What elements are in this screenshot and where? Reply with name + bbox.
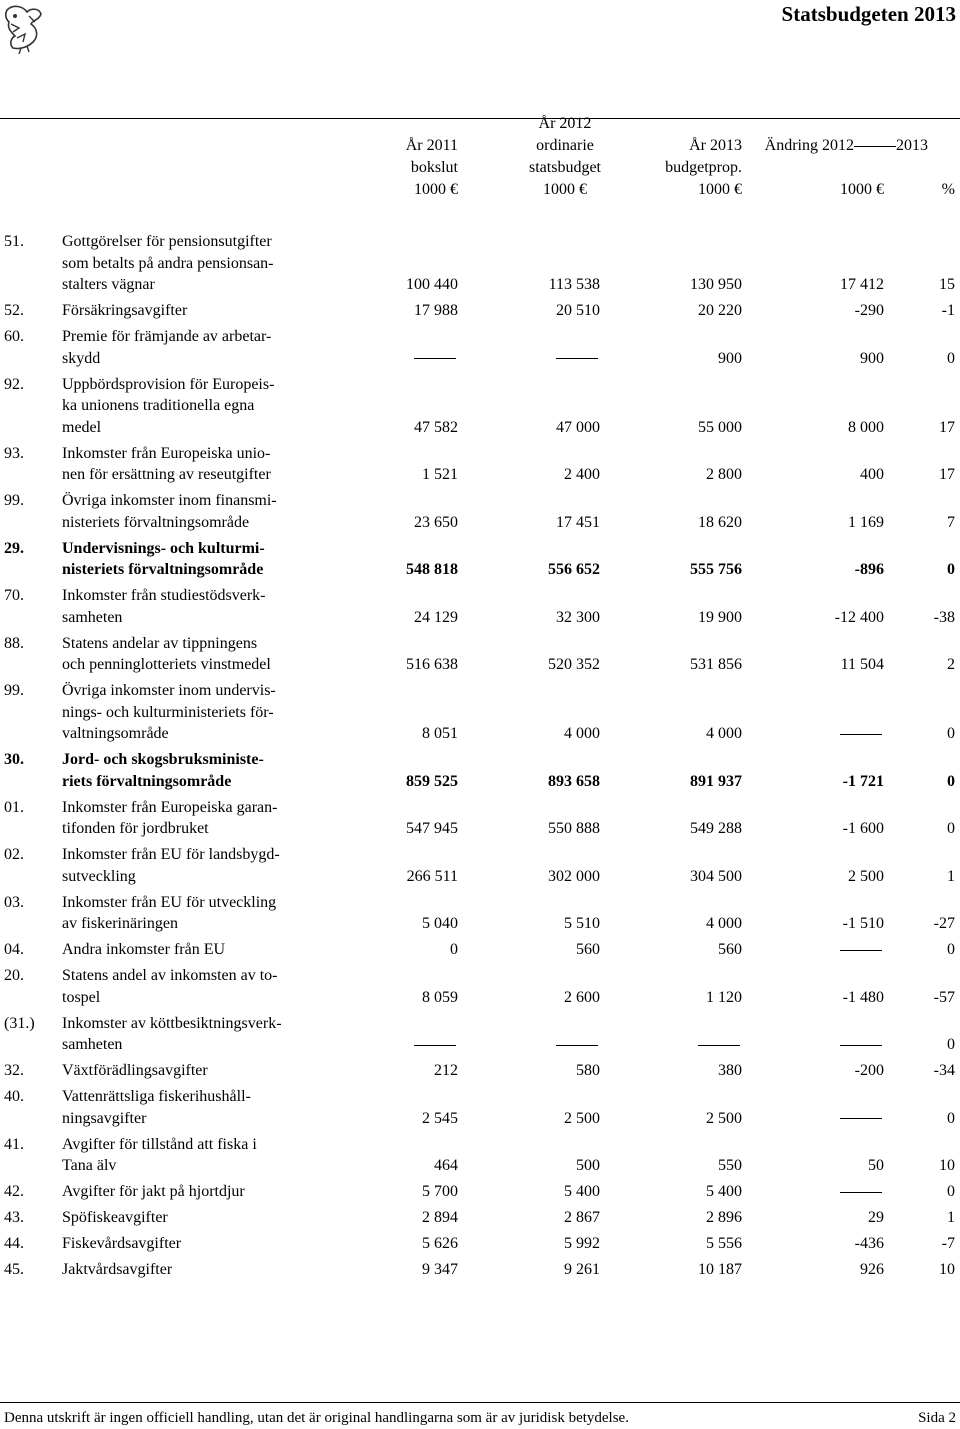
- cell-value: -436: [854, 1234, 884, 1252]
- cell-value: 8 000: [848, 418, 884, 436]
- column-header-line: År 2011: [405, 137, 458, 154]
- cell-value: 0: [947, 1109, 955, 1127]
- cell-value: 17 988: [414, 302, 458, 320]
- row-label: sutveckling: [62, 867, 136, 885]
- cell-value: 1: [947, 867, 955, 885]
- cell-value: 1 120: [706, 988, 742, 1006]
- cell-value: 29: [868, 1208, 884, 1226]
- row-label: Övriga inkomster inom undervis-: [62, 682, 276, 700]
- row-code: 44.: [4, 1234, 24, 1252]
- cell-value: 2 867: [564, 1208, 600, 1226]
- row-code: 03.: [4, 893, 24, 911]
- row-label: Inkomster från Europeiska garan-: [62, 798, 278, 816]
- row-label: Avgifter för tillstånd att fiska i: [62, 1135, 257, 1153]
- column-header-line: bokslut: [410, 159, 458, 176]
- row-code: 88.: [4, 634, 24, 652]
- cell-value: 5 400: [706, 1183, 742, 1200]
- row-code: 30.: [4, 751, 24, 769]
- cell-value: 2 896: [706, 1208, 742, 1226]
- column-header-line: %: [941, 181, 955, 198]
- cell-value: 2 545: [422, 1109, 458, 1127]
- cell-value: 555 756: [690, 561, 742, 579]
- row-label: skydd: [62, 349, 101, 367]
- cell-value: 900: [718, 349, 742, 367]
- column-header-line: År 2012: [538, 115, 592, 132]
- row-label: Andra inkomster från EU: [62, 941, 226, 959]
- row-code: 32.: [4, 1062, 24, 1080]
- row-label: ka unionens traditionella egna: [62, 397, 255, 415]
- cell-value: -200: [854, 1062, 884, 1080]
- cell-value: 10: [939, 1260, 955, 1278]
- cell-value: 113 538: [548, 276, 600, 294]
- cell-value: 100 440: [406, 276, 458, 294]
- dash-mark: [840, 1192, 882, 1193]
- cell-value: 2 500: [706, 1109, 742, 1127]
- row-code: 04.: [4, 941, 24, 959]
- dash-mark: [840, 950, 882, 951]
- cell-value: 0: [947, 1036, 955, 1054]
- row-label: Uppbördsprovision för Europeis-: [62, 375, 275, 393]
- cell-value: 859 525: [406, 772, 458, 790]
- row-code: 42.: [4, 1183, 24, 1200]
- dash-value: [838, 723, 884, 745]
- row-label: stalters vägnar: [62, 276, 155, 294]
- cell-value: 926: [860, 1260, 884, 1278]
- column-header-line: statsbudget: [529, 159, 601, 176]
- cell-value: 8 059: [422, 988, 458, 1006]
- cell-value: 464: [434, 1157, 458, 1175]
- cell-value: 580: [576, 1062, 600, 1080]
- row-label: nings- och kulturministeriets för-: [62, 703, 274, 721]
- cell-value: 5 510: [564, 915, 600, 933]
- row-label: samheten: [62, 1036, 123, 1054]
- cell-value: -1 721: [842, 772, 884, 790]
- cell-value: 32 300: [556, 608, 600, 626]
- dash-mark: [840, 734, 882, 735]
- cell-value: 2 400: [564, 466, 600, 484]
- row-label: tifonden för jordbruket: [62, 820, 209, 838]
- cell-value: 2 800: [706, 466, 742, 484]
- row-code: 45.: [4, 1260, 24, 1278]
- cell-value: 0: [947, 772, 955, 790]
- cell-value: 15: [939, 276, 955, 294]
- row-label: tospel: [62, 988, 101, 1006]
- row-code: 99.: [4, 682, 24, 700]
- cell-value: 560: [718, 941, 742, 959]
- cell-value: 2 600: [564, 988, 600, 1006]
- cell-value: -7: [941, 1234, 955, 1252]
- column-header-line: budgetprop.: [665, 159, 742, 176]
- row-label: Premie för främjande av arbetar-: [62, 328, 272, 345]
- column-header-text: 2013: [896, 137, 928, 154]
- cell-value: 900: [860, 349, 884, 367]
- cell-value: -38: [933, 608, 955, 626]
- row-code: 70.: [4, 587, 24, 605]
- row-code: 93.: [4, 444, 24, 462]
- cell-value: 893 658: [548, 772, 600, 790]
- row-label: Inkomster av köttbesiktningsverk-: [62, 1014, 282, 1032]
- cell-value: 130 950: [690, 276, 742, 294]
- cell-value: 2 894: [422, 1208, 458, 1226]
- cell-value: 10 187: [698, 1260, 742, 1278]
- cell-value: -1 510: [842, 915, 884, 933]
- dash-mark: [414, 1045, 456, 1046]
- cell-value: 0: [947, 561, 955, 579]
- cell-value: 17: [939, 466, 955, 484]
- row-label: Försäkringsavgifter: [62, 302, 188, 320]
- column-header-line: 1000 €: [414, 181, 458, 198]
- cell-value: 17 412: [840, 276, 884, 294]
- cell-value: 520 352: [548, 656, 600, 674]
- dash-value: [838, 1108, 884, 1130]
- cell-value: 0: [947, 349, 955, 367]
- dash-value: [838, 939, 884, 961]
- cell-value: 55 000: [698, 418, 742, 436]
- dash-value: [696, 1034, 742, 1056]
- row-label: Jord- och skogsbruksministe-: [62, 751, 264, 769]
- dash-value: [554, 1034, 600, 1056]
- cell-value: 47 000: [556, 418, 600, 436]
- cell-value: 20 220: [698, 302, 742, 320]
- cell-value: 0: [947, 820, 955, 838]
- cell-value: 18 620: [698, 513, 742, 531]
- cell-value: 19 900: [698, 608, 742, 626]
- cell-value: -27: [933, 915, 955, 933]
- dash-mark: [854, 146, 896, 147]
- dash-value: [554, 348, 600, 370]
- cell-value: 266 511: [406, 867, 458, 885]
- cell-value: 380: [718, 1062, 742, 1080]
- row-code: 51.: [4, 233, 24, 250]
- row-label: Inkomster från EU för landsbygd-: [62, 846, 280, 864]
- cell-value: -290: [854, 302, 884, 320]
- cell-value: 23 650: [414, 513, 458, 531]
- cell-value: 9 261: [564, 1260, 600, 1278]
- row-label: nisteriets förvaltningsområde: [62, 513, 250, 531]
- cell-value: 2 500: [564, 1109, 600, 1127]
- cell-value: 1: [947, 1208, 955, 1226]
- row-code: 01.: [4, 798, 24, 816]
- row-code: 41.: [4, 1135, 24, 1153]
- cell-value: -57: [933, 988, 955, 1006]
- cell-value: 5 400: [564, 1183, 600, 1200]
- cell-value: 550 888: [548, 820, 600, 838]
- row-code: 52.: [4, 302, 24, 320]
- cell-value: 531 856: [690, 656, 742, 674]
- cell-value: 10: [939, 1157, 955, 1175]
- column-header-line: 1000 €: [543, 181, 587, 198]
- column-header-line: [765, 135, 928, 157]
- cell-value: 5 040: [422, 915, 458, 933]
- row-label: Inkomster från EU för utveckling: [62, 893, 277, 911]
- cell-value: 560: [576, 941, 600, 959]
- cell-value: 1 521: [422, 466, 458, 484]
- cell-value: 549 288: [690, 820, 742, 838]
- cell-value: 400: [860, 466, 884, 484]
- cell-value: 4 000: [564, 725, 600, 743]
- row-code: 40.: [4, 1088, 24, 1105]
- dash-value: [412, 348, 458, 370]
- row-label: valtningsområde: [62, 725, 169, 743]
- cell-value: 548 818: [406, 561, 458, 579]
- cell-value: 304 500: [690, 867, 742, 885]
- cell-value: 4 000: [706, 725, 742, 743]
- row-code: 92.: [4, 375, 24, 393]
- row-code: 60.: [4, 328, 24, 345]
- row-label: Inkomster från studiestödsverk-: [62, 587, 266, 605]
- cell-value: 9 347: [422, 1260, 458, 1278]
- cell-value: 5 992: [564, 1234, 600, 1252]
- cell-value: 0: [947, 725, 955, 743]
- row-label: nen för ersättning av reseutgifter: [62, 466, 271, 484]
- page-title: Statsbudgeten 2013: [781, 2, 956, 26]
- cell-value: -896: [854, 561, 884, 579]
- dash-value: [412, 1034, 458, 1056]
- cell-value: 5 700: [422, 1183, 458, 1200]
- column-header-text: Ändring 2012: [764, 137, 854, 154]
- cell-value: 7: [947, 513, 955, 531]
- cell-value: 11 504: [840, 656, 884, 674]
- cell-value: -12 400: [834, 608, 884, 626]
- row-code: 99.: [4, 492, 24, 510]
- cell-value: 5 626: [422, 1234, 458, 1252]
- cell-value: 17: [939, 418, 955, 436]
- row-label: Jaktvårdsavgifter: [62, 1260, 173, 1278]
- dash-mark: [556, 358, 598, 359]
- cell-value: 0: [947, 1183, 955, 1200]
- row-label: Fiskevårdsavgifter: [62, 1234, 182, 1252]
- cell-value: 556 652: [548, 561, 600, 579]
- dash-mark: [698, 1045, 740, 1046]
- row-label: Gottgörelser för pensionsutgifter: [62, 233, 272, 250]
- footer-disclaimer: Denna utskrift är ingen officiell handling, utan det är original handlingarna som är av juridisk betydelse.: [4, 1410, 629, 1426]
- cell-value: 0: [450, 941, 458, 959]
- row-label: medel: [62, 418, 102, 436]
- row-code: 29.: [4, 539, 24, 557]
- dash-mark: [414, 358, 456, 359]
- row-label: ningsavgifter: [62, 1109, 147, 1127]
- row-code: 02.: [4, 846, 24, 864]
- column-header-line: År 2013: [689, 137, 742, 154]
- row-label: riets förvaltningsområde: [62, 772, 232, 790]
- row-label: Statens andel av inkomsten av to-: [62, 967, 278, 985]
- cell-value: 500: [576, 1157, 600, 1175]
- cell-value: 50: [868, 1157, 884, 1175]
- cell-value: 1 169: [848, 513, 884, 531]
- row-label: Statens andelar av tippningens: [62, 634, 258, 652]
- cell-value: 516 638: [406, 656, 458, 674]
- page-number: Sida 2: [918, 1410, 956, 1426]
- cell-value: 5 556: [706, 1234, 742, 1252]
- row-label: nisteriets förvaltningsområde: [62, 561, 264, 579]
- row-code: 20.: [4, 967, 24, 985]
- row-label: Avgifter för jakt på hjortdjur: [62, 1183, 245, 1200]
- cell-value: 17 451: [556, 513, 600, 531]
- row-label: av fiskerinäringen: [62, 915, 178, 933]
- cell-value: 8 051: [422, 725, 458, 743]
- cell-value: 212: [434, 1062, 458, 1080]
- cell-value: -1: [941, 302, 955, 320]
- column-header-line: 1000 €: [698, 181, 742, 198]
- cell-value: 891 937: [690, 772, 742, 790]
- cell-value: 4 000: [706, 915, 742, 933]
- cell-value: -1 480: [842, 988, 884, 1006]
- row-label: Växtförädlingsavgifter: [62, 1062, 208, 1080]
- cell-value: -34: [933, 1062, 955, 1080]
- dash-mark: [840, 1118, 882, 1119]
- cell-value: 47 582: [414, 418, 458, 436]
- cell-value: 20 510: [556, 302, 600, 320]
- row-label: Vattenrättsliga fiskerihushåll-: [62, 1088, 251, 1105]
- cell-value: 550: [718, 1157, 742, 1175]
- cell-value: 24 129: [414, 608, 458, 626]
- cell-value: 302 000: [548, 867, 600, 885]
- dash-value: [838, 1034, 884, 1056]
- footer-divider: [0, 1402, 960, 1403]
- cell-value: 2 500: [848, 867, 884, 885]
- row-label: som betalts på andra pensionsan-: [62, 254, 274, 272]
- row-label: och penninglotteriets vinstmedel: [62, 656, 271, 674]
- row-label: Övriga inkomster inom finansmi-: [62, 492, 277, 510]
- column-header-line: ordinarie: [536, 137, 594, 154]
- cell-value: 547 945: [406, 820, 458, 838]
- row-label: Inkomster från Europeiska unio-: [62, 444, 271, 462]
- row-label: Undervisnings- och kulturmi-: [62, 539, 265, 557]
- cell-value: -1 600: [842, 820, 884, 838]
- cell-value: 2: [947, 656, 955, 674]
- column-header-line: 1000 €: [840, 181, 884, 198]
- row-label: Spöfiskeavgifter: [62, 1208, 168, 1226]
- dash-mark: [556, 1045, 598, 1046]
- cell-value: 0: [947, 941, 955, 959]
- row-code: 43.: [4, 1208, 24, 1226]
- row-label: Tana älv: [62, 1157, 117, 1175]
- row-code: (31.): [4, 1014, 35, 1032]
- dash-value: [838, 1181, 884, 1203]
- dash-mark: [840, 1045, 882, 1046]
- row-label: samheten: [62, 608, 123, 626]
